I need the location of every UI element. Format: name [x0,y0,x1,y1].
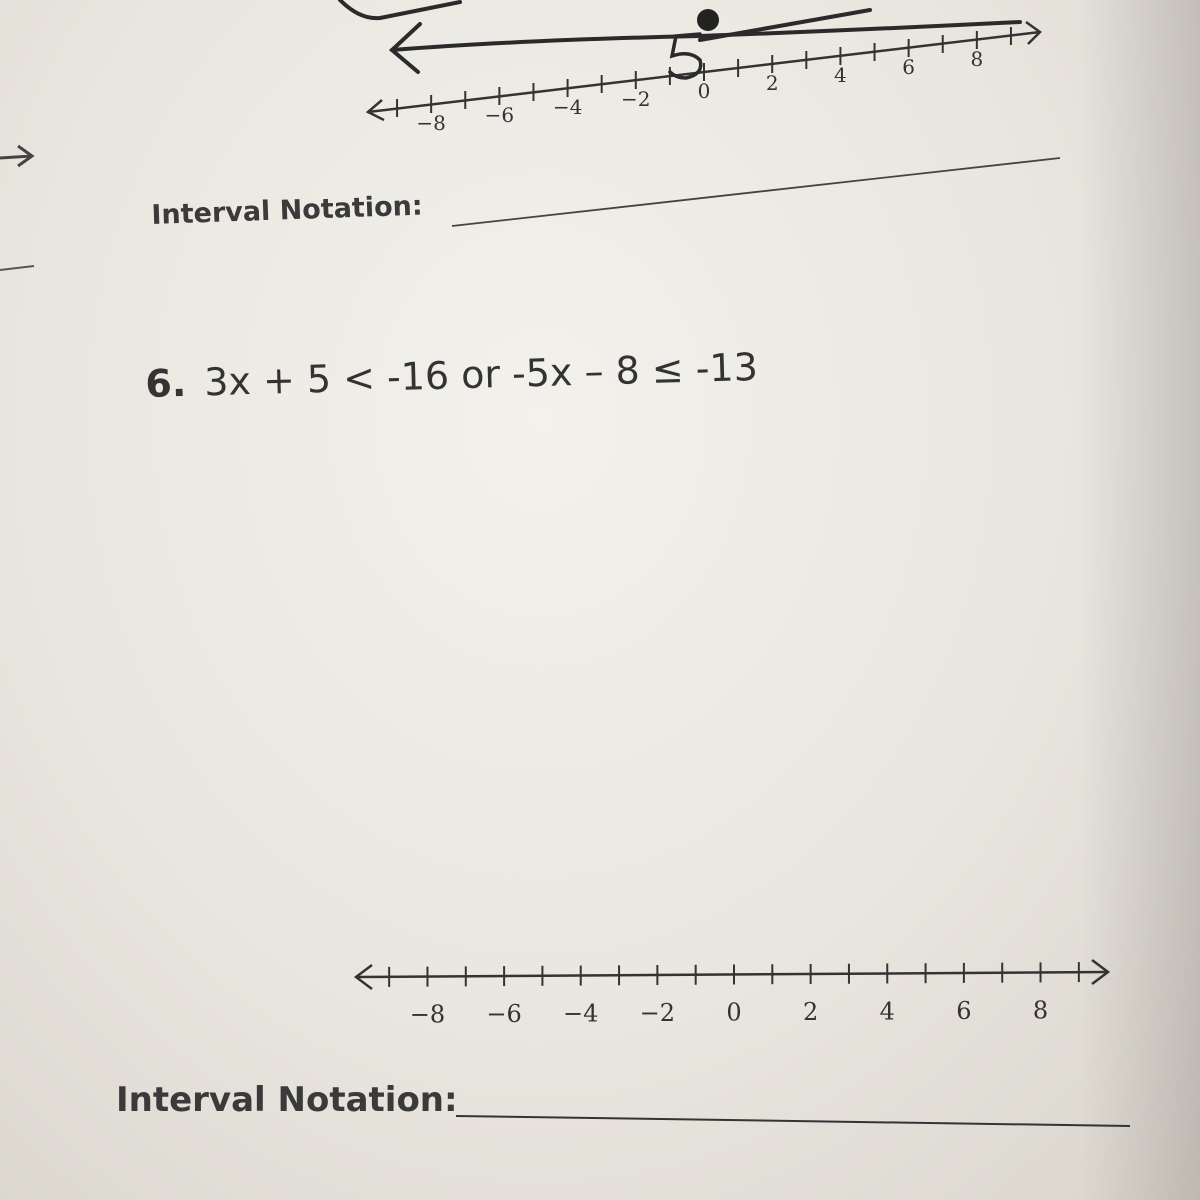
number-line-tick-label: 2 [765,71,779,95]
margin-mark [0,266,34,270]
number-line-tick-label: 4 [879,997,895,1026]
bottom-number-line-labels [410,996,1048,1028]
number-line-tick-label: 6 [956,996,972,1025]
number-line-tick-label: −8 [409,1000,446,1029]
number-line-tick-label: 8 [1032,996,1049,1025]
closed-dot-icon [697,9,719,31]
bottom-number-line-ticks [389,962,1079,987]
top-interval-answer-line [452,158,1060,226]
number-line-tick-label: −8 [416,111,446,135]
number-line-tick-label: 8 [970,47,984,71]
interval-notation-label-bottom: Interval Notation: [116,1080,458,1120]
bottom-interval-answer-line [456,1116,1130,1126]
number-line-tick-label: 0 [697,79,711,103]
number-line-tick-label: −4 [552,95,583,119]
interval-notation-label-top: Interval Notation: [150,190,424,231]
number-line-tick-label: −2 [621,87,651,111]
margin-arrow-icon [0,146,32,166]
number-line-tick-label: 2 [802,997,819,1026]
number-line-tick-label: −6 [486,1000,522,1029]
number-line-tick-label: −4 [563,999,599,1028]
number-line-tick-label: −2 [639,999,676,1028]
bottom-number-line [356,960,1108,989]
number-line-tick-label: 4 [834,63,847,87]
number-line-tick-label: −6 [484,103,515,127]
handwritten-five [670,34,701,78]
number-line-tick-label: 6 [902,55,915,79]
number-line-tick-label: 0 [726,998,742,1027]
problem-expression: 3x + 5 < -16 or -5x – 8 ≤ -13 [203,344,759,405]
problem-number: 6. [144,360,187,406]
